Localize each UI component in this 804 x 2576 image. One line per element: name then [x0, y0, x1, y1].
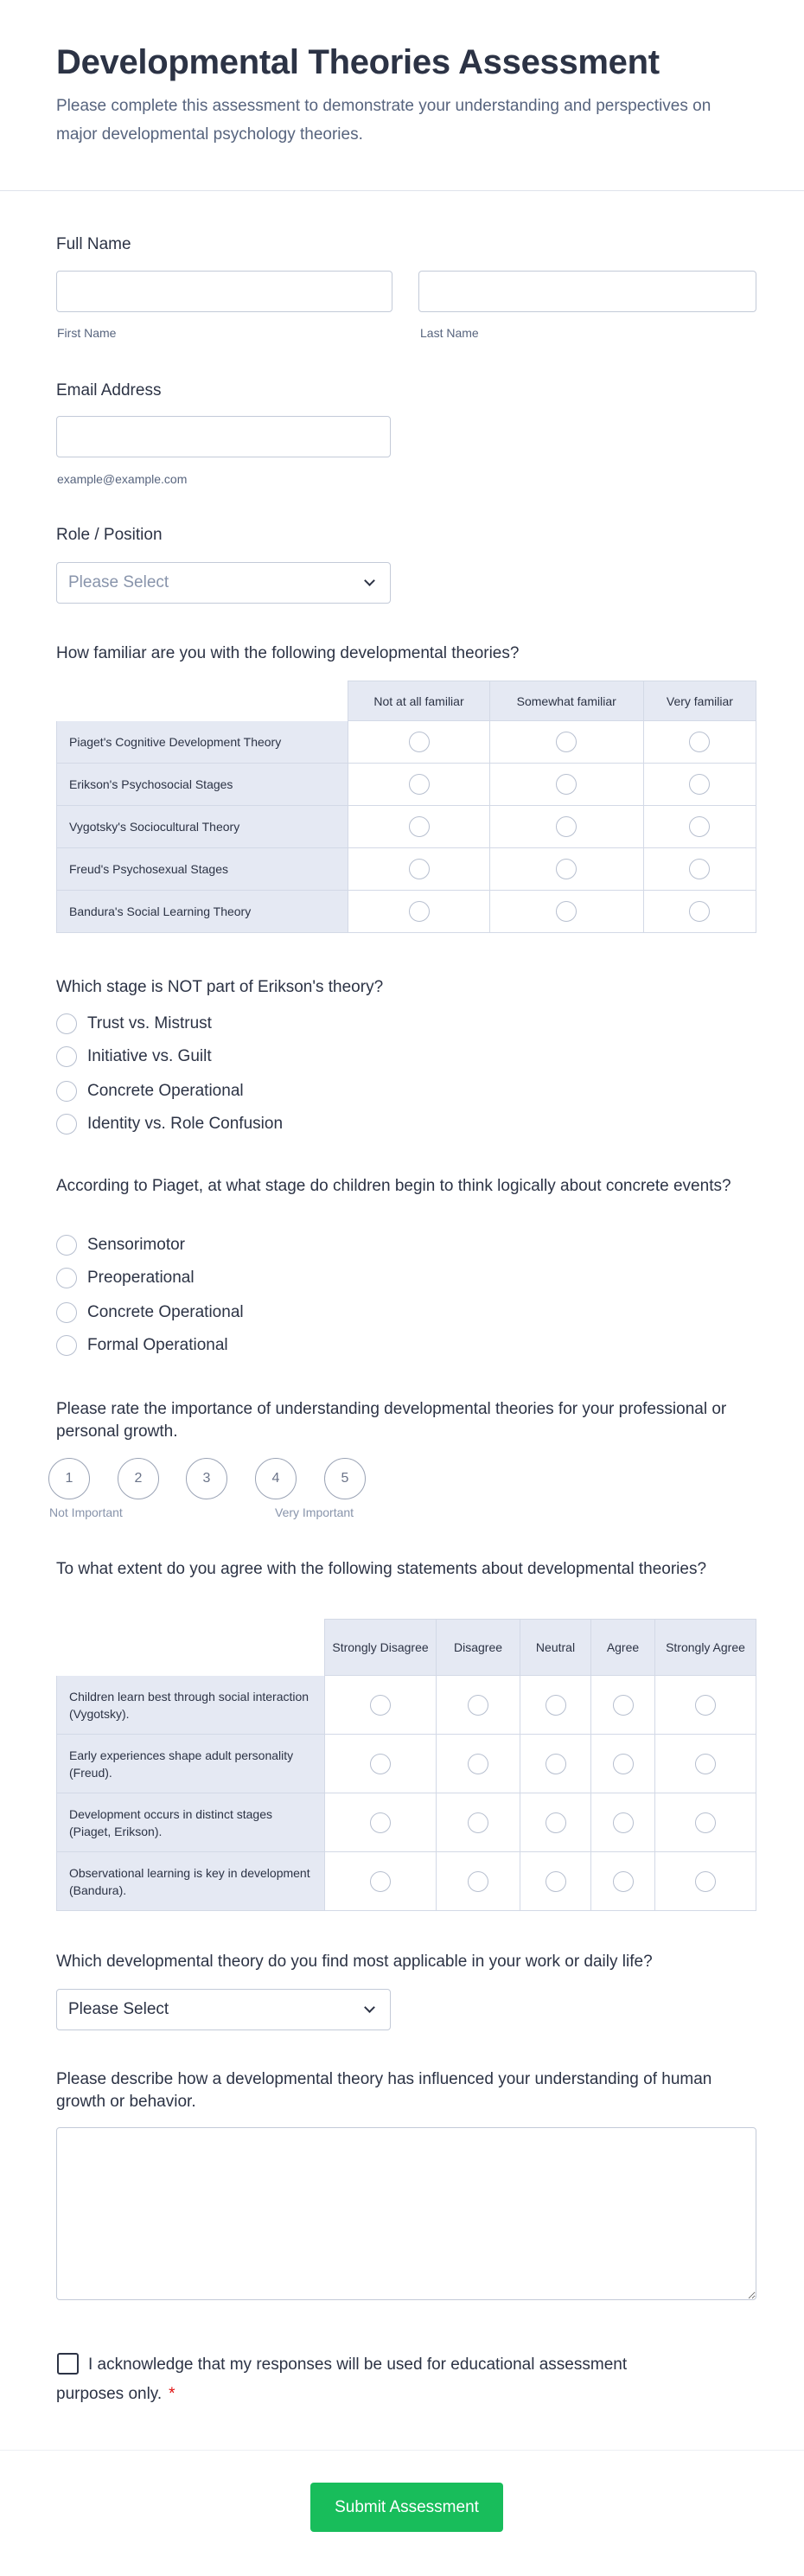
matrix-cell [490, 806, 644, 848]
matrix-column-header: Agree [591, 1619, 655, 1676]
matrix-row [56, 891, 756, 933]
chevron-down-icon [364, 575, 375, 586]
radio-button[interactable] [468, 1695, 488, 1716]
chevron-down-icon [364, 2002, 375, 2013]
rating-option-3[interactable]: 3 [186, 1458, 227, 1499]
last-name-sublabel: Last Name [420, 326, 479, 340]
radio-button[interactable] [689, 732, 710, 752]
radio-button[interactable] [695, 1871, 716, 1892]
matrix-cell [520, 1852, 591, 1911]
matrix-cell [348, 806, 489, 848]
describe-textarea[interactable] [56, 2127, 756, 2300]
role-select[interactable] [56, 562, 391, 604]
rating-option-2[interactable]: 2 [118, 1458, 159, 1499]
radio-option-label: Formal Operational [87, 1336, 228, 1354]
email-input[interactable] [56, 416, 391, 457]
matrix-header-row [56, 1619, 756, 1676]
first-name-sublabel: First Name [57, 326, 117, 340]
radio-button[interactable] [468, 1812, 488, 1833]
radio-button[interactable] [56, 1013, 77, 1034]
matrix-corner [56, 681, 348, 721]
radio-button[interactable] [695, 1812, 716, 1833]
matrix-cell [644, 891, 756, 933]
agreement-matrix [56, 1619, 756, 1911]
rating-option-4[interactable]: 4 [255, 1458, 297, 1499]
radio-option[interactable] [56, 1335, 228, 1356]
radio-button[interactable] [56, 1235, 77, 1256]
matrix-cell [520, 1793, 591, 1852]
agreement-question: To what extent do you agree with the following statements about developmental theories? [56, 1560, 707, 1578]
matrix-cell [644, 848, 756, 891]
matrix-cell [490, 764, 644, 806]
matrix-cell [325, 1735, 437, 1793]
first-name-input[interactable] [56, 271, 392, 312]
matrix-row [56, 1793, 756, 1852]
radio-option[interactable] [56, 1013, 212, 1034]
matrix-cell [348, 764, 489, 806]
matrix-row-label: Children learn best through social interaction (Vygotsky). [56, 1676, 325, 1735]
radio-button[interactable] [370, 1754, 391, 1774]
radio-button[interactable] [409, 732, 430, 752]
matrix-header-row [56, 681, 756, 721]
matrix-column-header: Very familiar [644, 681, 756, 721]
radio-button[interactable] [409, 859, 430, 879]
matrix-row [56, 1676, 756, 1735]
radio-button[interactable] [56, 1046, 77, 1067]
radio-button[interactable] [556, 774, 577, 795]
matrix-cell [644, 764, 756, 806]
acknowledge-text [56, 2350, 661, 2409]
radio-option-label: Trust vs. Mistrust [87, 1014, 212, 1032]
radio-button[interactable] [56, 1268, 77, 1288]
rating-max-label: Very Important [275, 1505, 354, 1519]
radio-button[interactable] [613, 1754, 634, 1774]
radio-button[interactable] [468, 1871, 488, 1892]
radio-button[interactable] [370, 1695, 391, 1716]
matrix-cell [437, 1793, 520, 1852]
radio-button[interactable] [556, 816, 577, 837]
piaget-question: According to Piaget, at what stage do children begin to think logically about concrete events? [56, 1177, 731, 1195]
radio-option-label: Concrete Operational [87, 1303, 244, 1321]
matrix-row-label: Bandura's Social Learning Theory [56, 891, 348, 933]
radio-option-label: Concrete Operational [87, 1082, 244, 1100]
familiarity-question: How familiar are you with the following developmental theories? [56, 644, 520, 662]
matrix-column-header: Not at all familiar [348, 681, 489, 721]
radio-option[interactable] [56, 1046, 212, 1067]
matrix-cell [591, 1793, 655, 1852]
matrix-row-label: Freud's Psychosexual Stages [56, 848, 348, 891]
role-select-value: Please Select [68, 573, 169, 591]
matrix-row-label: Early experiences shape adult personality (Freud). [56, 1735, 325, 1793]
matrix-cell [348, 721, 489, 764]
radio-button[interactable] [546, 1754, 566, 1774]
radio-button[interactable] [56, 1335, 77, 1356]
radio-button[interactable] [370, 1812, 391, 1833]
matrix-row [56, 764, 756, 806]
matrix-cell [655, 1676, 756, 1735]
radio-button[interactable] [409, 816, 430, 837]
footer-divider [0, 2450, 804, 2451]
radio-button[interactable] [56, 1081, 77, 1102]
required-mark: * [169, 2385, 175, 2403]
matrix-cell [325, 1676, 437, 1735]
matrix-cell [348, 891, 489, 933]
radio-option-label: Preoperational [87, 1269, 195, 1287]
matrix-cell [591, 1852, 655, 1911]
last-name-input[interactable] [418, 271, 756, 312]
applicable-question: Which developmental theory do you find most applicable in your work or daily life? [56, 1953, 653, 1971]
matrix-cell [490, 848, 644, 891]
matrix-row [56, 1852, 756, 1911]
matrix-column-header: Somewhat familiar [490, 681, 644, 721]
header-divider [0, 190, 804, 191]
radio-option[interactable] [56, 1081, 244, 1102]
radio-button[interactable] [468, 1754, 488, 1774]
matrix-cell [325, 1793, 437, 1852]
radio-button[interactable] [695, 1695, 716, 1716]
matrix-row-label: Erikson's Psychosocial Stages [56, 764, 348, 806]
radio-button[interactable] [556, 732, 577, 752]
page-title: Developmental Theories Assessment [56, 43, 660, 81]
page-subtitle: Please complete this assessment to demonstrate your understanding and perspectives on major developmental psychology theories. [56, 97, 711, 144]
full-name-label: Full Name [56, 235, 131, 253]
radio-button[interactable] [613, 1812, 634, 1833]
matrix-corner [56, 1619, 325, 1676]
matrix-cell [437, 1676, 520, 1735]
matrix-cell [520, 1735, 591, 1793]
erikson-question: Which stage is NOT part of Erikson's theory? [56, 978, 384, 996]
submit-button[interactable]: Submit Assessment [310, 2483, 503, 2532]
radio-option[interactable] [56, 1235, 185, 1256]
applicable-select[interactable] [56, 1989, 391, 2030]
matrix-cell [655, 1852, 756, 1911]
radio-option[interactable] [56, 1114, 283, 1135]
matrix-cell [520, 1676, 591, 1735]
radio-button[interactable] [409, 901, 430, 922]
matrix-row [56, 1735, 756, 1793]
matrix-column-header: Strongly Disagree [325, 1619, 437, 1676]
matrix-cell [348, 848, 489, 891]
matrix-row-label: Development occurs in distinct stages (Piaget, Erikson). [56, 1793, 325, 1852]
matrix-cell [437, 1852, 520, 1911]
rating-question: Please rate the importance of understanding developmental theories for your professional or personal growth. [56, 1400, 727, 1441]
matrix-row [56, 721, 756, 764]
matrix-cell [655, 1793, 756, 1852]
familiarity-matrix [56, 681, 756, 933]
matrix-row-label: Piaget's Cognitive Development Theory [56, 721, 348, 764]
radio-button[interactable] [689, 859, 710, 879]
radio-option[interactable] [56, 1302, 244, 1323]
radio-button[interactable] [689, 816, 710, 837]
rating-option-1[interactable]: 1 [48, 1458, 90, 1499]
radio-button[interactable] [56, 1114, 77, 1135]
radio-button[interactable] [409, 774, 430, 795]
radio-button[interactable] [556, 901, 577, 922]
matrix-column-header: Disagree [437, 1619, 520, 1676]
matrix-cell [591, 1676, 655, 1735]
matrix-cell [490, 721, 644, 764]
email-label: Email Address [56, 381, 162, 400]
radio-option-label: Initiative vs. Guilt [87, 1047, 212, 1065]
describe-question: Please describe how a developmental theory has influenced your understanding of human growth or behavior. [56, 2070, 712, 2111]
matrix-cell [490, 891, 644, 933]
role-label: Role / Position [56, 526, 163, 544]
radio-button[interactable] [546, 1695, 566, 1716]
matrix-cell [437, 1735, 520, 1793]
radio-button[interactable] [689, 774, 710, 795]
radio-option-label: Sensorimotor [87, 1236, 185, 1254]
radio-button[interactable] [546, 1812, 566, 1833]
matrix-row-label: Observational learning is key in development (Bandura). [56, 1852, 325, 1911]
radio-button[interactable] [56, 1302, 77, 1323]
radio-button[interactable] [546, 1871, 566, 1892]
radio-button[interactable] [613, 1871, 634, 1892]
radio-button[interactable] [689, 901, 710, 922]
rating-option-5[interactable]: 5 [324, 1458, 366, 1499]
matrix-cell [644, 721, 756, 764]
radio-option-label: Identity vs. Role Confusion [87, 1115, 284, 1133]
radio-option[interactable] [56, 1268, 195, 1288]
matrix-row [56, 848, 756, 891]
matrix-cell [655, 1735, 756, 1793]
radio-button[interactable] [695, 1754, 716, 1774]
matrix-row [56, 806, 756, 848]
radio-button[interactable] [370, 1871, 391, 1892]
matrix-cell [325, 1852, 437, 1911]
email-sublabel: example@example.com [57, 472, 188, 486]
matrix-cell [591, 1735, 655, 1793]
radio-button[interactable] [556, 859, 577, 879]
applicable-select-value: Please Select [68, 2000, 169, 2018]
matrix-column-header: Neutral [520, 1619, 591, 1676]
matrix-row-label: Vygotsky's Sociocultural Theory [56, 806, 348, 848]
rating-min-label: Not Important [49, 1505, 123, 1519]
radio-button[interactable] [613, 1695, 634, 1716]
acknowledge-label: I acknowledge that my responses will be used for educational assessment purposes only. [56, 2355, 628, 2403]
matrix-cell [644, 806, 756, 848]
matrix-column-header: Strongly Agree [655, 1619, 756, 1676]
